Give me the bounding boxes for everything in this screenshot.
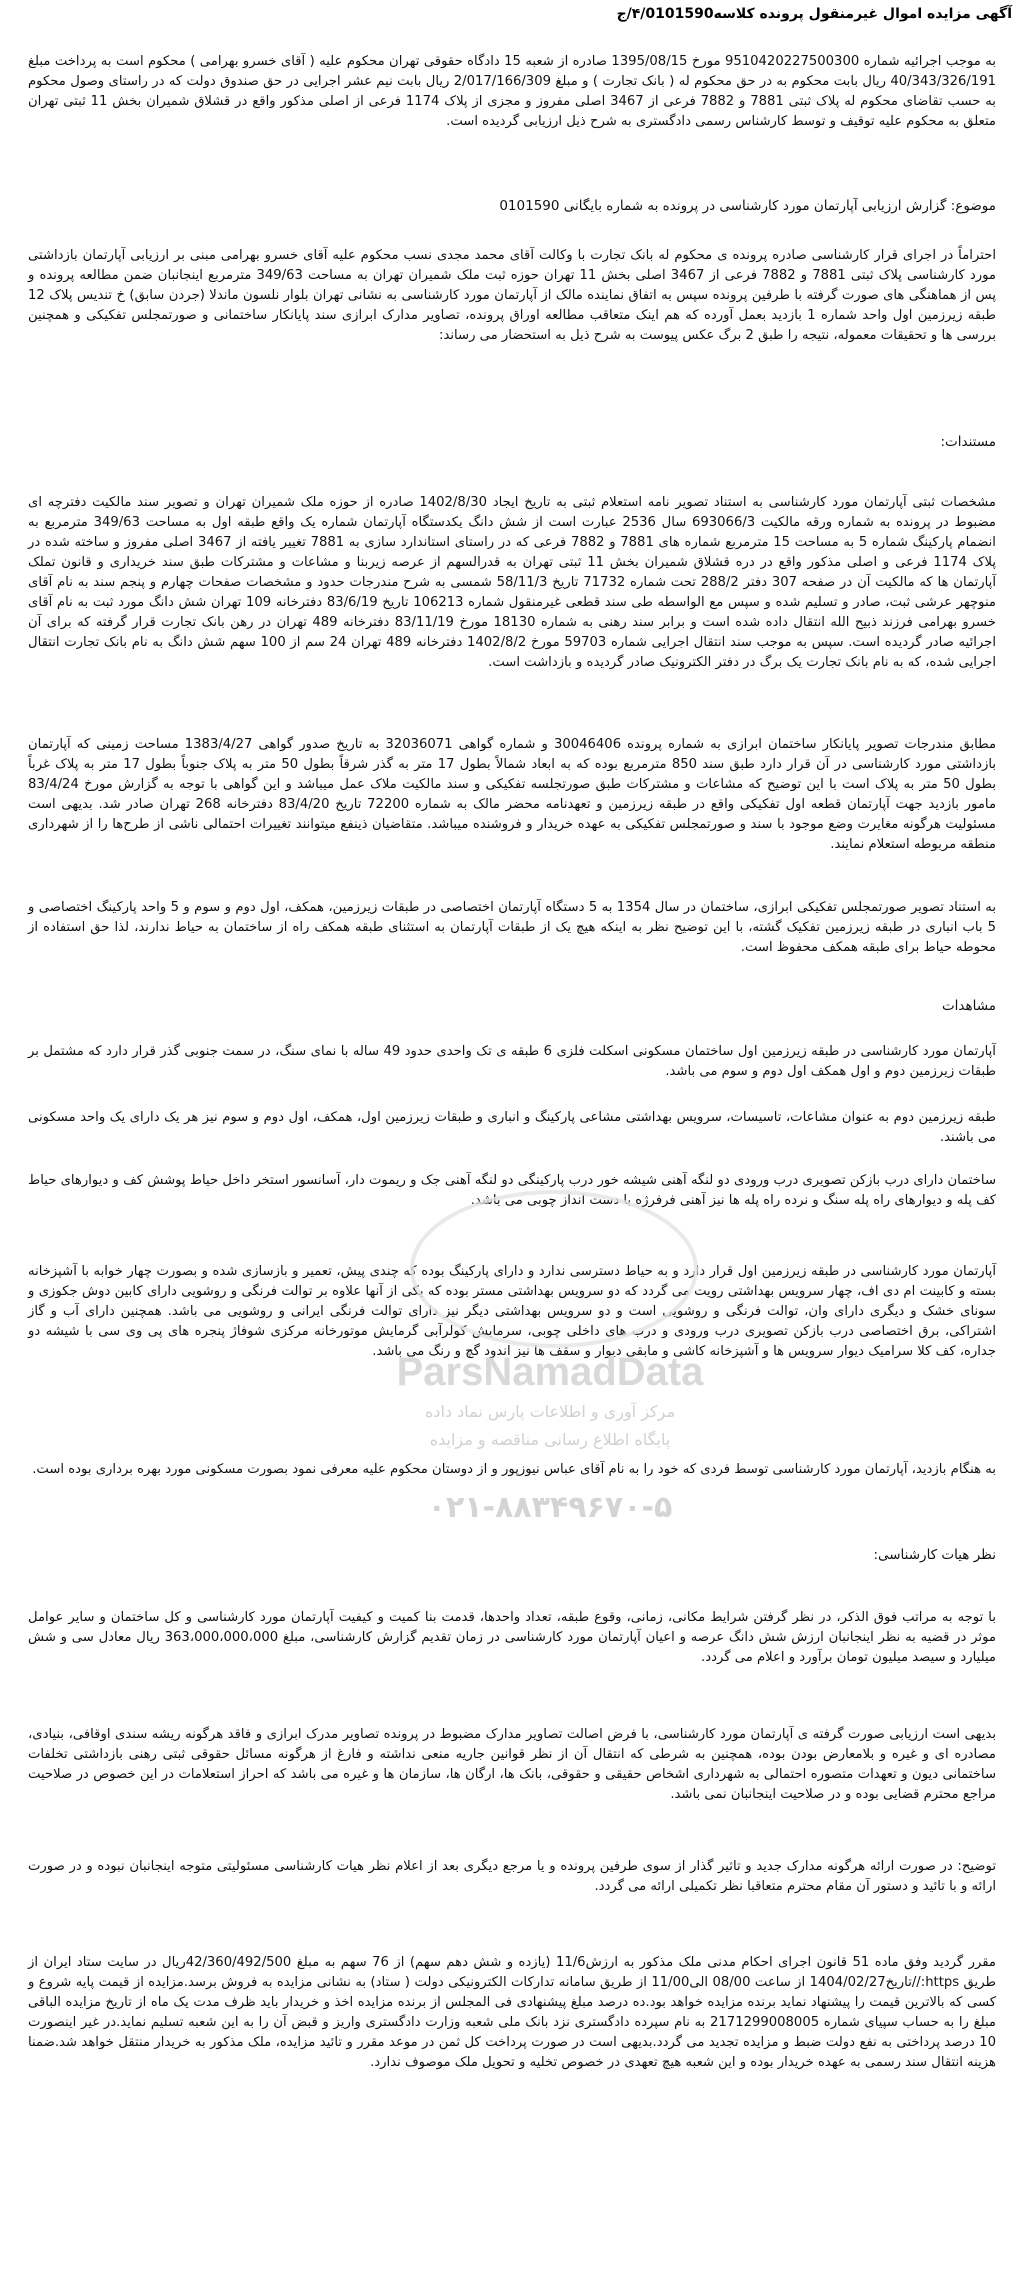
documents-paragraph-2: مطابق مندرجات تصویر پایانکار ساختمان ابرازی به شماره پرونده 30046406 و شماره گواهی 32036071 به تاریخ صدور گواهی 1383/4/27 مساحت زمینی که آپارتمان بازداشتی مورد کارشناسی در آن قرار دارد طبق سند 850 مترمربع بوده که به ابعاد شمالاً بطول 17 متر به گذر شرقاً بطول 50 متر به پلاک جنوباً بطول 17 متر به پلاک غرباً بطول 50 متر به پلاک است با این توضیح که مشاعات و مشترکات طبق صورتجلسه تفکیکی و سند مالکیت ملاک عمل میباشد و این گواهی با توجه به گزارش مورخ 83/4/24 مامور بازدید جهت آپارتمان قطعه اول تفکیکی واقع در طبقه زیرزمین و تعهدنامه محضر مالک به شماره 72200 تاریخ 83/4/20 دفترخانه 268 تهران صادر شد. بدیهی است مسئولیت هرگونه مغایرت وضع موجود با سند و صورتمجلس تفکیکی به عهده خریدار و فروشنده میباشد. متقاضیان ذینفع میتوانند تغییرات احتمالی ناشی از طرح‌ها را از شهرداری منطقه مربوطه استعلام نمایند.: [28, 737, 997, 852]
expert-opinion-heading: نظر هیات کارشناسی:: [873, 1547, 996, 1563]
observations-paragraph-2: طبقه زیرزمین دوم به عنوان مشاعات، تاسیسات، سرویس بهداشتی مشاعی پارکینگ و انباری و طبقات زیرزمین اول، همکف، اول دوم و سوم نیز هر یک دارای یک واحد مسکونی می باشند.: [28, 1110, 996, 1145]
notice-title: آگهی مزایده اموال غیرمنقول پرونده کلاسه۴/0101590/ج: [616, 6, 1012, 22]
watermark-line-1: مرکز آوری و اطلاعات پارس نماد داده: [424, 1402, 676, 1421]
opinion-paragraph-2: بدیهی است ارزیابی صورت گرفته ی آپارتمان مورد کارشناسی، با فرض اصالت تصاویر مدارک مضبوط در پرونده تصاویر مدرک ابرازی و فاقد هرگونه ریشه سندی اوقافی، بنیادی، مصادره ای و غیره و بلامعارض بودن بوده، همچنین به شرطی که انتقال آن از نظر قوانین جاریه منعی نداشته و فارغ از هرگونه مسائل حقوقی ثبتی رهنی بازداشتی تخلفات ساختمانی دیون و تعهدات متصوره احتمالی به شهرداری اشخاص حقیقی و حقوقی، بانک ها، ارگان ها، سازمان ها و غیره می باشد که احراز استعلامات در این خصوص در صلاحیت مراجع محترم قضایی بوده و در صلاحیت اینجانبان نمی باشد.: [28, 1727, 996, 1802]
auction-terms-paragraph: مقرر گردید وفق ماده 51 قانون اجرای احکام مدنی ملک مذکور به ارزش11/6 (یازده و شش دهم سهم) از 76 سهم به مبلغ 42/360/492/500ریال در سایت ستاد ایران از طریق https://تاریخ1404/02/27 از ساعت 08/00 الی11/00 از طریق سامانه تدارکات الکترونیکی دولت ( ستاد) به نشانی مزایده به فروش برسد.مزایده از قیمت پایه شروع و کسی که بالاترین قیمت را پیشنهاد نماید برنده مزایده خواهد بود.ده درصد مبلغ پیشنهادی فی المجلس از برنده مزایده اخذ و خریدار باید ظرف مدت یک ماه از تاریخ مزایده الباقی مبلغ را به حساب سپیای شماره 2171299008005 به نام سپرده دادگستری نزد بانک ملی شعبه وزارت دادگستری واریز و قبض آن را به این شعبه تسلیم نماید.در غیر اینصورت 10 درصد پرداختی به نفع دولت ضبط و مزایده تجدید می گردد.بدیهی است در صورت پرداخت کل ثمن در موعد مقرر و تائید مزایده، ملک مذکور به خریدار منتقل خواهد شد.ضمنا هزینه انتقال سند رسمی به عهده خریدار بوده و این شعبه هیچ تعهدی در خصوص تخلیه و تحویل ملک موصوف ندارد.: [28, 1955, 997, 2070]
observations-paragraph-3: ساختمان دارای درب بازکن تصویری درب ورودی دو لنگه آهنی شیشه خور درب پارکینگی دو لنگه آهنی جک و ریموت دار، آسانسور استخر داخل حیاط پوشش کف و دیوارهای حیاط کف پله و دیوارهای راه پله سنگ و نرده راه پله ها نیز آهنی فرفرژه با دست انداز چوبی می باشد.: [28, 1173, 996, 1208]
documents-heading: مستندات:: [940, 434, 996, 450]
report-paragraph: احتراماً در اجرای قرار کارشناسی صادره پرونده ی محکوم له بانک تجارت با وکالت آقای محمد مجدی نسب محکوم علیه آقای خسرو بهرامی مبنی بر ارزیابی آپارتمان بازداشتی مورد کارشناسی پلاک ثبتی 7881 و 7882 فرعی از 3467 اصلی بخش 11 تهران حوزه ثبت ملک شمیران تهران به مساحت 349/63 مترمربع اینجانبان ضمن مطالعه پرونده و پس از هماهنگی های صورت گرفته با طرفین پرونده سپس به اتفاق نماینده مالک از آپارتمان مورد کارشناسی به نشانی تهران بلوار نلسون ماندلا (جردن سابق) خ تندیس پلاک 12 طبقه زیرزمین اول واحد شماره 1 بازدید بعمل آورده که هم اینک متعاقب مطالعه اوراق پرونده، تصاویر مدارک ابرازی سند پایانکار ساختمانی و صورتمجلس تفکیکی و همچنین بررسی ها و تحقیقات معموله، نتیجه را طبق 2 برگ عکس پیوست به شرح ذیل به استحضار می رساند:: [28, 248, 996, 343]
subject-line: موضوع: گزارش ارزیابی آپارتمان مورد کارشناسی در پرونده به شماره بایگانی 0101590: [499, 198, 996, 214]
watermark-phone: ۰۲۱-۸۸۳۴۹۶۷۰-۵: [427, 1490, 673, 1525]
documents-paragraph-1: مشخصات ثبتی آپارتمان مورد کارشناسی به استناد تصویر نامه استعلام ثبتی به تاریخ ایجاد 1402/8/30 صادره از حوزه ملک شمیران تهران و تصویر سند مالکیت دفترچه ای مضبوط در پرونده به شماره ورقه مالکیت 693066/3 سال 2536 عبارت است از شش دانگ یکدستگاه آپارتمان شماره یک واقع طبقه اول به مساحت 349/63 مترمربع به انضمام پارکینگ شماره 5 به مساحت 15 مترمربع شماره های 7881 و 7882 فرعی که در راستای استاندارد سازی به 7881 تغییر یافته از 3467 اصلی مفروز و ساخته شده در پلاک 1174 فرعی و اصلی مذکور واقع در دره قشلاق شمیران بخش 11 ثبتی تهران به قدرالسهم از عرصه زیربنا و مشاعات و مشترکات طبق سند خریداری و قانون تملک آپارتمان ها که مالکیت آن در صفحه 307 دفتر 288/2 تحت شماره 71732 تاریخ 58/11/3 شمسی به شرح مندرجات حدود و مشخصات صفحات چهارم و پنجم سند به نام آقای منوچهر عرشی ثبت، صادر و تسلیم شده و سپس مع الواسطه طی سند قطعی غیرمنقول شماره 106213 تاریخ 83/6/19 دفترخانه 109 تهران شش دانگ مورد ثبت به نام آقای خسرو بهرامی فرزند ذبیح الله انتقال داده شده است و برابر سند رهنی به شماره 18130 مورخ 83/11/19 دفترخانه 489 تهران در رهن بانک تجارت قرار گرفته که برای آن اجرائیه صادر گردیده است. سپس به موجب سند انتقال اجرایی شماره 59703 مورخ 1402/8/2 دفترخانه 489 تهران 24 سم از 100 سهم شش دانگ به نام بانک تجارت انتقال اجرایی شده، که به نام بانک تجارت یک برگ در دفتر الکترونیک صادر گردیده و بازداشت است.: [28, 495, 997, 670]
visit-paragraph: به هنگام بازدید، آپارتمان مورد کارشناسی توسط فردی که خود را به نام آقای عباس نیوزپور و از دوستان محکوم علیه معرفی نمود بصورت مسکونی مورد بهره برداری بوده است.: [32, 1462, 996, 1477]
documents-paragraph-3: به استناد تصویر صورتمجلس تفکیکی ابرازی، ساختمان در سال 1354 به 5 دستگاه آپارتمان اختصاصی در طبقات زیرزمین، همکف، اول دوم و سوم و 5 واحد پارکینگ اختصاصی و 5 باب انباری در طبقه زیرزمین تفکیک گشته، با این توضیح نظر به اینکه هیچ یک از طبقات آپارتمان به استثنای طبقه همکف راه از ساختمان به حیاط ندارند، لذا حق استفاده از محوطه حیاط برای طبقه همکف محفوظ است.: [28, 900, 996, 955]
observations-paragraph-4: آپارتمان مورد کارشناسی در طبقه زیرزمین اول قرار دارد و به حیاط دسترسی ندارد و دارای پارکینگ بوده که چندی پیش، تعمیر و بازسازی شده و بصورت چهار خوابه با آشپزخانه بسته و کابینت ام دی اف، چهار سرویس بهداشتی رویت می گردد که دو سرویس بهداشتی مستر بوده که یکی از آنها علاوه بر توالت فرنگی و روشویی دارای کابین دوش جکوزی و سونای خشک و دیگری دارای وان، توالت فرنگی و روشویی است و دو سرویس بهداشتی دیگر نیز دارای توالت فرنگی ایرانی و روشویی می باشد. همچنین دارای آب و گاز اشتراکی، برق اختصاصی درب بازکن تصویری درب ورودی و درب های داخلی چوبی، سرمایش کولرآبی گرمایش موتورخانه مرکزی شوفاژ پنجره های پی وی سی با شیشه دو جداره، کف کلا سرامیک دیوار سرویس ها و آشپزخانه کاشی و مابقی دیوار و سقف ها نیز اندود گچ و رنگ می باشد.: [28, 1264, 996, 1359]
observations-heading: مشاهدات: [941, 998, 996, 1014]
watermark-brand: ParsNamadData: [396, 1350, 704, 1394]
opinion-paragraph-1: با توجه به مراتب فوق الذکر، در نظر گرفتن شرایط مکانی، زمانی، وقوع طبقه، تعداد واحدها، قدمت بنا کمیت و کیفیت آپارتمان مورد کارشناسی و کل ساختمان و سایر عوامل موثر در قضیه به نظر اینجانبان ارزش شش دانگ عرصه و اعیان آپارتمان مورد کارشناسی در زمان تقدیم گزارش کارشناسی، مبلغ 363،000،000،000 ریال معادل سی و شش میلیارد و سیصد میلیون تومان برآورد و اعلام می گردد.: [28, 1610, 996, 1665]
opinion-paragraph-3: توضیح: در صورت ارائه هرگونه مدارک جدید و تاثیر گذار از سوی طرفین پرونده و یا مرجع دیگری بعد از اعلام نظر هیات کارشناسی مسئولیتی متوجه اینجانبان نبوده و در صورت ارائه و با تائید و دستور آن مقام محترم متعاقبا نظر تکمیلی ارائه می گردد.: [28, 1859, 996, 1894]
watermark-line-2: پایگاه اطلاع رسانی مناقصه و مزایده: [429, 1430, 671, 1449]
intro-paragraph: به موجب اجرائیه شماره 9510420227500300 مورخ 1395/08/15 صادره از شعبه 15 دادگاه حقوقی تهران محکوم علیه ( آقای خسرو بهرامی ) محکوم است به پرداخت مبلغ 40/343/326/191 ریال بابت محکوم به در حق محکوم له ( بانک تجارت ) و مبلغ 2/017/166/309 ریال بابت نیم عشر اجرایی در حق صندوق دولت که در راستای وصول محکوم به حسب تقاضای محکوم له پلاک ثبتی 7881 و 7882 فرعی از 3467 اصلی مفروز و مجزی از پلاک 1174 فرعی از اصلی مذکور واقع در قشلاق شمیران بخش 11 ثبتی تهران متعلق به محکوم علیه توقیف و توسط کارشناس رسمی دادگستری به شرح ذیل ارزیابی گردیده است.: [28, 54, 996, 129]
observations-paragraph-1: آپارتمان مورد کارشناسی در طبقه زیرزمین اول ساختمان مسکونی اسکلت فلزی 6 طبقه ی تک واحدی حدود 49 ساله با نمای سنگ، در سمت جنوبی گذر قرار دارد که مشتمل بر طبقات زیرزمین دوم و اول همکف اول دوم و سوم می باشد.: [28, 1044, 996, 1079]
